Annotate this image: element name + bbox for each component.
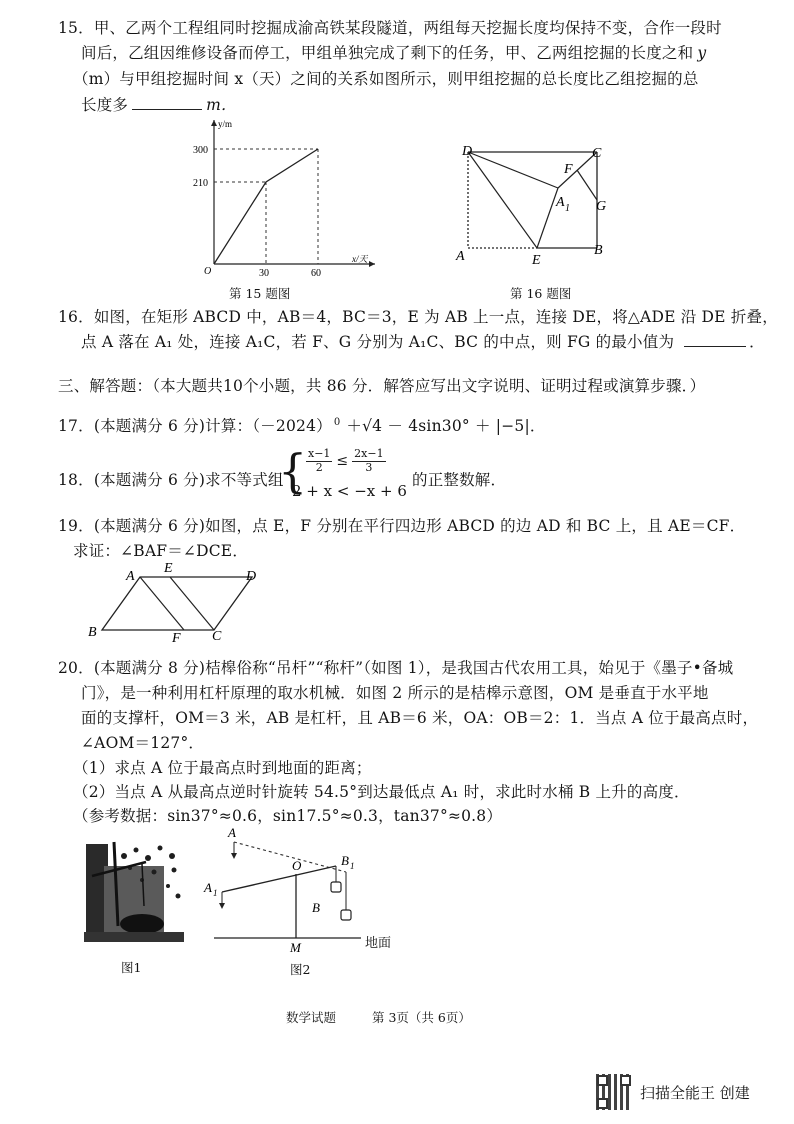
q20-line3: 面的支撑杆，OM＝3 米，AB 是杠杆，且 AB＝6 米，OA：OB＝2：1．当点 A 位于最高点时，	[81, 709, 759, 727]
q19-line1: 19．(本题满分 6 分)如图，点 E，F 分别在平行四边形 ABCD 的边 AD 和 BC 上，且 AE＝CF．	[58, 517, 746, 535]
q20-fig2-label-O: O	[292, 858, 302, 873]
q19-label-E: E	[164, 561, 173, 576]
footer-page-number: 第 3页（共 6页）	[372, 1010, 471, 1025]
q20-fig2-label-B1: B	[341, 853, 349, 868]
q16-line2: 点 A 落在 A₁ 处，连接 A₁C，若 F、G 分别为 A₁C、BC 的中点，则 FG 的最小值为 ．	[81, 333, 765, 351]
q15-ytick-300: 300	[193, 145, 208, 156]
q15-line2: 间后，乙组因维修设备而停工，甲组单独完成了剩下的任务，甲、乙两组挖掘的长度之和 y	[81, 44, 707, 62]
q20-sub2: （2）当点 A 从最高点逆时针旋转 54.5°到达最低点 A₁ 时，求此时水桶 B 上升的高度．	[73, 783, 690, 801]
q15-xtick-30: 30	[259, 268, 269, 279]
q20-fig2-label-A: A	[228, 825, 236, 840]
q16-label-E: E	[532, 253, 541, 268]
footer-subject: 数学试题	[286, 1010, 337, 1025]
q16-label-A1: A	[556, 195, 565, 210]
q16-label-B: B	[594, 243, 603, 258]
q20-fig2-label-B: B	[312, 900, 320, 915]
q18-pre: 18．(本题满分 6 分)求不等式组	[58, 471, 284, 489]
q20-sub1: （1）求点 A 位于最高点时到地面的距离；	[73, 759, 372, 777]
q15-origin-label: O	[204, 266, 212, 277]
q20-fig2-label-A1-sub: 1	[213, 888, 218, 898]
q17: 17．(本题满分 6 分)计算：（－2024） $^0$ ＋√4 － 4sin30° ＋ |−5|．	[58, 416, 546, 435]
q20-ref: （参考数据：sin37°≈0.6，sin17.5°≈0.3，tan37°≈0.8）	[73, 807, 503, 825]
q19-label-B: B	[88, 625, 97, 640]
q18-brace: {	[278, 444, 308, 498]
q20-line1: 20．(本题满分 8 分)桔槔俗称“吊杆”“称杆”（如图 1），是我国古代农用工具，始见于《墨子•备城	[58, 659, 734, 677]
q16-answer-blank[interactable]	[684, 332, 746, 347]
q16-figure	[452, 140, 622, 268]
q20-fig2-ground-label: 地面	[365, 936, 392, 951]
q20-fig2-label-M: M	[290, 940, 301, 955]
q16-line1: 16．如图，在矩形 ABCD 中，AB＝4，BC＝3，E 为 AB 上一点，连接 DE，将△ADE 沿 DE 折叠，	[58, 308, 778, 326]
q15-caption: 第 15 题图	[229, 286, 291, 301]
q19-label-F: F	[172, 631, 181, 646]
scanner-qr-code	[596, 1074, 632, 1110]
q15-line1: 15．甲、乙两个工程组同时挖掘成渝高铁某段隧道，两组每天挖掘长度均保持不变，合作一段时	[58, 19, 722, 37]
q20-fig2-caption: 图2	[290, 962, 311, 977]
q19-line2: 求证：∠BAF＝∠DCE．	[73, 542, 249, 560]
q20-fig2-label-A1: A	[204, 880, 212, 895]
scanner-watermark: 扫描全能王 创建	[640, 1084, 750, 1102]
q16-label-C: C	[592, 146, 602, 161]
q19-figure	[84, 560, 270, 646]
q18-ineq1: $\frac{x-1}{2}$ ≤ $\frac{2x-1}{3}$	[308, 447, 384, 474]
q18-ineq2: 2 + x < −x + 6	[292, 482, 407, 500]
q18-post: 的正整数解．	[412, 471, 507, 489]
q15-graph	[190, 116, 390, 279]
q15-x-axis-label: x/天	[352, 254, 368, 264]
q19-label-D: D	[246, 569, 257, 584]
q16-label-G: G	[596, 199, 607, 214]
q19-label-A: A	[126, 569, 135, 584]
q15-y-axis-label: y/m	[218, 119, 233, 129]
section3-heading: 三、解答题：（本大题共10个小题，共 86 分．解答应写出文字说明、证明过程或演算步骤．）	[58, 377, 706, 395]
q16-label-A1-sub: 1	[565, 203, 570, 214]
q16-label-F: F	[564, 162, 573, 177]
q16-label-A: A	[456, 249, 465, 264]
q15-line3: （m）与甲组挖掘时间 x（天）之间的关系如图所示，则甲组挖掘的总长度比乙组挖掘的总	[73, 70, 699, 88]
q19-label-C: C	[212, 629, 222, 644]
q15-line4: 长度多 m．	[81, 96, 237, 114]
q20-fig1-caption: 图1	[121, 960, 142, 975]
q15-ytick-210: 210	[193, 178, 208, 189]
q20-line4: ∠AOM＝127°．	[81, 734, 205, 752]
q20-fig2-label-B1-sub: 1	[350, 861, 355, 871]
q16-caption: 第 16 题图	[510, 286, 572, 301]
q15-xtick-60: 60	[311, 268, 321, 279]
q16-label-D: D	[462, 144, 473, 159]
q20-line2: 门》，是一种利用杠杆原理的取水机械．如图 2 所示的是桔槔示意图，OM 是垂直于水平地	[81, 684, 709, 702]
q20-fig1-illustration	[84, 836, 184, 942]
q15-answer-blank[interactable]	[132, 95, 202, 110]
